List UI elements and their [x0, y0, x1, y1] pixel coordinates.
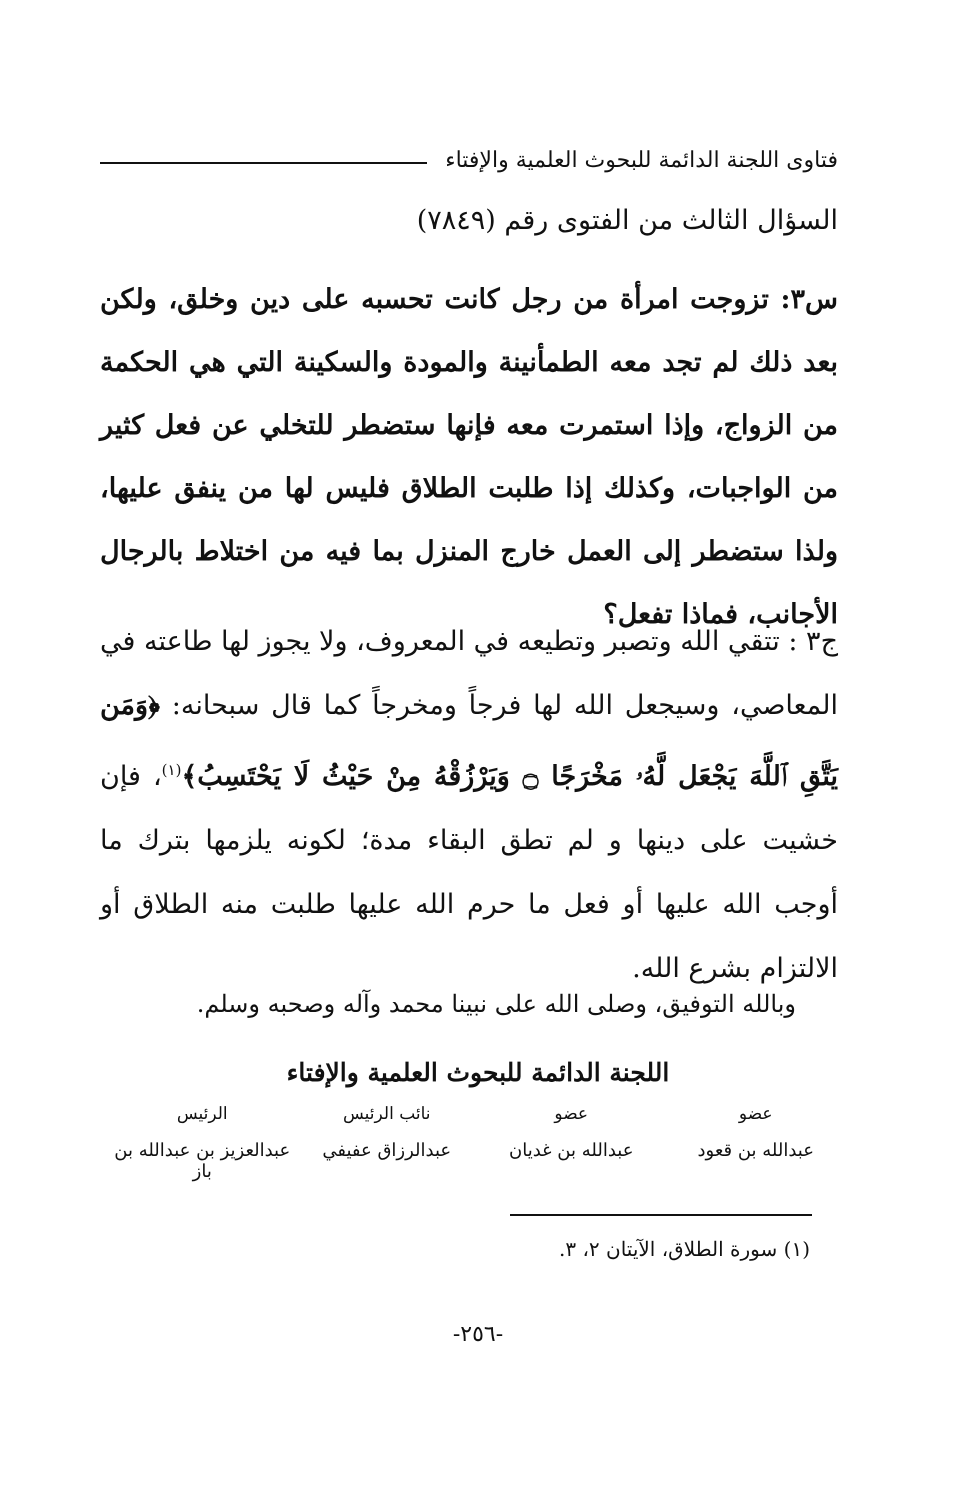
closing-text: وبالله التوفيق، وصلى الله على نبينا محمد وآله وصحبه وسلم. — [196, 990, 796, 1018]
signature-role: عضو — [738, 1104, 773, 1124]
signature-name: عبدالعزيز بن عبدالله بن باز — [114, 1140, 291, 1182]
signature-role: نائب الرئيس — [342, 1104, 431, 1124]
signature-name: عبدالله بن قعود — [697, 1140, 814, 1161]
signature-name: عبدالرزاق عفيفي — [322, 1140, 452, 1161]
header-rule — [100, 162, 427, 164]
footnote-ref: (١) — [161, 761, 182, 779]
header-title: فتاوى اللجنة الدائمة للبحوث العلمية والإفتاء — [445, 147, 838, 173]
signature-role: الرئيس — [176, 1104, 228, 1124]
committee-title: اللجنة الدائمة للبحوث العلمية والإفتاء — [286, 1058, 670, 1087]
answer-part-1: ج٣ : تتقي الله وتصبر وتطيعه في المعروف، ولا يجوز لها طاعته في المعاصي، وسيجعل الله لها فرجاً ومخرجاً كما قال سبحانه: — [100, 626, 838, 721]
signature-name: عبدالله بن غديان — [509, 1140, 634, 1161]
footnote-rule — [510, 1214, 812, 1216]
running-header — [100, 140, 838, 180]
signature-role: عضو — [554, 1104, 589, 1124]
signatures — [110, 1104, 848, 1182]
answer-text — [100, 610, 838, 1001]
quran-verse: ﴿وَمَن يَتَّقِ ٱللَّهَ يَجْعَل لَّهُۥ مَخْرَجًا ۝ وَيَرْزُقْهُ مِنْ حَيْثُ لَا يَحْتَسِبُ﴾ — [100, 690, 839, 792]
answer-part-2: ، فإن خشيت على دينها و لم تطق البقاء مدة؛ لكونه يلزمها بترك ما أوجب الله عليها أو فعل ما حرم الله عليها طلبت منه الطلاق أو الالتزام بشرع الله. — [100, 761, 838, 984]
footnote: (١) سورة الطلاق، الآيتان ٢، ٣. — [558, 1237, 810, 1261]
question-intro: السؤال الثالث من الفتوى رقم (٧٨٤٩) — [416, 205, 838, 236]
page-number: -٢٥٦- — [452, 1322, 504, 1347]
question-text: س٣: تزوجت امرأة من رجل كانت تحسبه على دين وخلق، ولكن بعد ذلك لم تجد معه الطمأنينة والمودة والسكينة التي هي الحكمة من الزواج، وإذا استمرت معه فإنها ستضطر للتخلي عن فعل كثير من الواجبات، وكذلك إذا طلبت الطلاق فليس لها من ينفق عليها، ولذا ستضطر إلى العمل خارج المنزل بما فيه من اختلاط بالرجال الأجانب، فماذا تفعل؟ — [100, 284, 838, 630]
